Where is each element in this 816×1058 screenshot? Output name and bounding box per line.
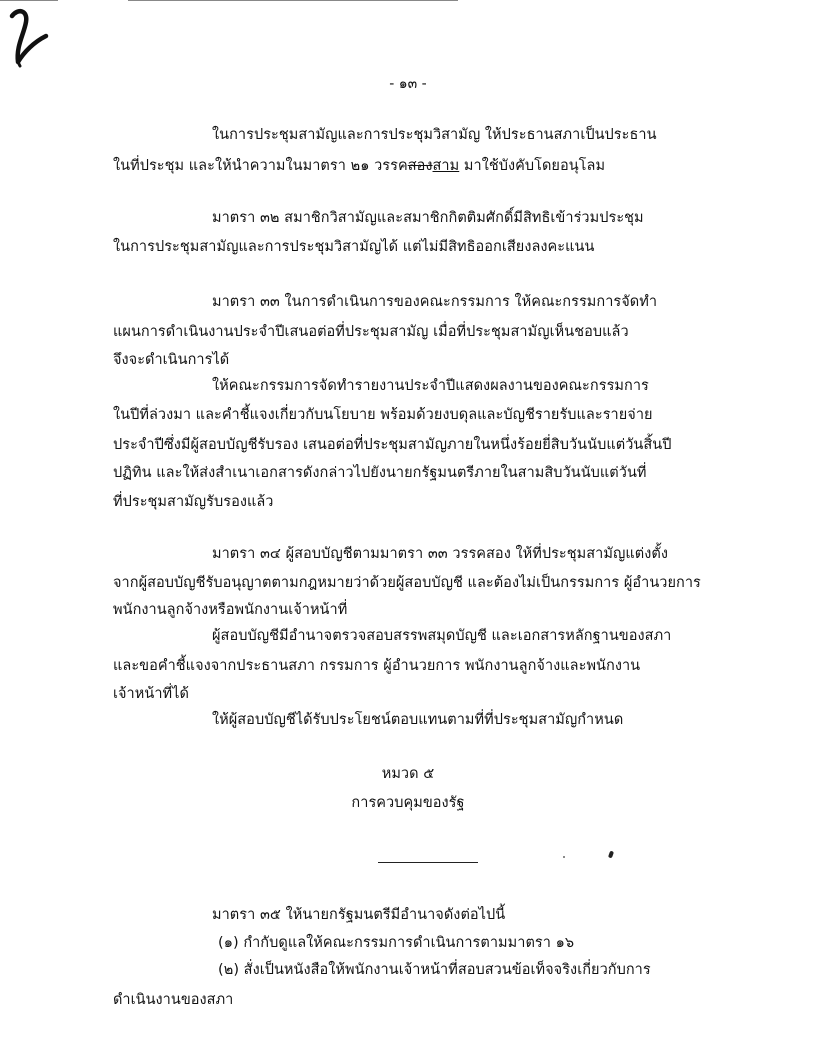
section-33-line-7: ปฏิทิน และให้ส่งสำเนาเอกสารดังกล่าวไปยังนายกรัฐมนตรีภายในสามสิบวันนับแต่วันที่ <box>113 465 647 481</box>
p1-line-2 <box>113 157 605 175</box>
section-32-line-2: ในการประชุมสามัญและการประชุมวิสามัญได้ แต่ไม่มีสิทธิออกเสียงลงคะแนน <box>113 239 595 255</box>
section-33-line-6: ประจำปีซึ่งมีผู้สอบบัญชีรับรอง เสนอต่อที่ประชุมสามัญภายในหนึ่งร้อยยี่สิบวันนับแต่วันสิ้นปี <box>113 437 672 453</box>
top-edge-rule <box>128 0 458 1</box>
section-34-line-7: ให้ผู้สอบบัญชีได้รับประโยชน์ตอบแทนตามที่ที่ประชุมสามัญกำหนด <box>212 712 624 728</box>
section-32-line-1: มาตรา ๓๒ สมาชิกวิสามัญและสมาชิกกิตติมศักดิ์มีสิทธิเข้าร่วมประชุม <box>212 210 644 226</box>
section-35-line-1: มาตรา ๓๕ ให้นายกรัฐมนตรีมีอำนาจดังต่อไปนี้ <box>212 907 506 923</box>
scan-speck <box>608 851 614 859</box>
section-33-line-3: จึงจะดำเนินการได้ <box>113 352 230 368</box>
section-34-line-4: ผู้สอบบัญชีมีอำนาจตรวจสอบสรรพสมุดบัญชี และเอกสารหลักฐานของสภา <box>212 628 672 644</box>
section-35-item-2: (๒) สั่งเป็นหนังสือให้พนักงานเจ้าหน้าที่สอบสวนข้อเท็จจริงเกี่ยวกับการ <box>218 962 651 978</box>
section-35-item-2-cont: ดำเนินงานของสภา <box>113 992 234 1008</box>
p1-line-2-text: ในที่ประชุม และให้นำความในมาตรา ๒๑ วรรค <box>113 158 408 174</box>
page-number: - ๑๓ - <box>389 76 427 92</box>
section-34-line-1: มาตรา ๓๔ ผู้สอบบัญชีตามมาตรา ๓๓ วรรคสอง ให้ที่ประชุมสามัญแต่งตั้ง <box>212 546 668 562</box>
section-33-line-2: แผนการดำเนินงานประจำปีเสนอต่อที่ประชุมสามัญ เมื่อที่ประชุมสามัญเห็นชอบแล้ว <box>113 324 629 340</box>
chapter-number: หมวด ๕ <box>381 766 435 782</box>
section-33-line-5: ในปีที่ล่วงมา และคำชี้แจงเกี่ยวกับนโยบาย พร้อมด้วยงบดุลและบัญชีรายรับและรายจ่าย <box>113 407 653 423</box>
section-34-line-2: จากผู้สอบบัญชีรับอนุญาตตามกฎหมายว่าด้วยผู้สอบบัญชี และต้องไม่เป็นกรรมการ ผู้อำนวยการ <box>113 575 701 591</box>
top-edge-rule-left <box>0 0 58 1</box>
inserted-word: สาม <box>432 158 460 174</box>
chapter-title: การควบคุมของรัฐ <box>351 795 465 811</box>
handwritten-mark-2 <box>6 6 52 68</box>
section-33-line-8: ที่ประชุมสามัญรับรองแล้ว <box>113 494 274 510</box>
section-33-line-1: มาตรา ๓๓ ในการดำเนินการของคณะกรรมการ ให้คณะกรรมการจัดทำ <box>212 294 658 310</box>
scan-dot <box>563 856 565 858</box>
p1-line-2-end: มาใช้บังคับโดยอนุโลม <box>459 158 606 174</box>
chapter-divider <box>378 862 478 863</box>
p1-line-1: ในการประชุมสามัญและการประชุมวิสามัญ ให้ประธานสภาเป็นประธาน <box>212 127 657 143</box>
section-34-line-6: เจ้าหน้าที่ได้ <box>113 686 189 702</box>
section-35-item-1: (๑) กำกับดูแลให้คณะกรรมการดำเนินการตามมาตรา ๑๖ <box>218 935 575 951</box>
section-34-line-3: พนักงานลูกจ้างหรือพนักงานเจ้าหน้าที่ <box>113 602 348 618</box>
struck-word: สอง <box>407 158 433 174</box>
section-33-line-4: ให้คณะกรรมการจัดทำรายงานประจำปีแสดงผลงานของคณะกรรมการ <box>212 378 649 394</box>
section-34-line-5: และขอคำชี้แจงจากประธานสภา กรรมการ ผู้อำนวยการ พนักงานลูกจ้างและพนักงาน <box>113 658 641 674</box>
